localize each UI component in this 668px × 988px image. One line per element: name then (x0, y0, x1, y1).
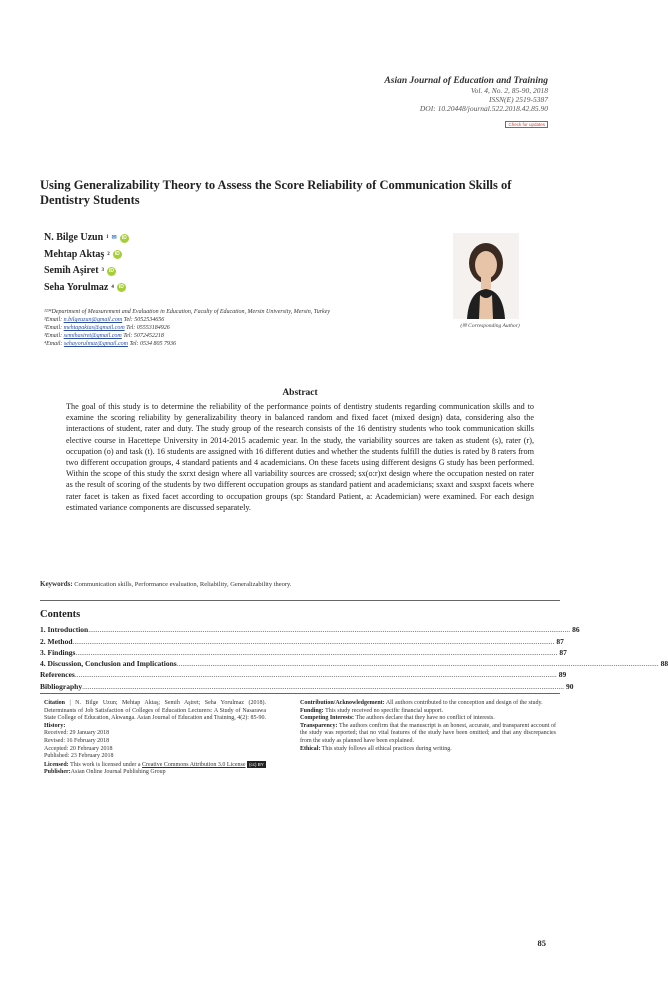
author-name: Seha Yorulmaz (44, 281, 109, 293)
toc-item[interactable]: 3. Findings ................................................................................................................................................................................................................................................................. 87 (40, 647, 567, 657)
paper-title: Using Generalizability Theory to Assess the Score Reliability of Communication Skills of Dentistry Students (40, 178, 512, 207)
author-item (44, 280, 129, 297)
competing-interests: Competing Interests: The authors declare that they have no conflict of interests. (300, 715, 495, 722)
email-link[interactable]: n.bilgeuzun@gmail.com (63, 317, 123, 323)
keywords-text: Communication skills, Performance evaluation, Reliability, Generalizability theory. (72, 581, 292, 588)
orcid-icon[interactable]: iD (121, 234, 127, 241)
history-published: Published: 23 February 2018 (44, 753, 114, 760)
meta-right-column (300, 700, 556, 753)
author-list (44, 230, 129, 296)
journal-name: Asian Journal of Education and Training (384, 76, 548, 86)
contribution: Contribution/Acknowledgement: All authors contributed to the conception and design of the study. (300, 700, 543, 706)
license-link[interactable]: Creative Commons Attribution 3.0 License (142, 761, 246, 768)
author-sup: 3 (101, 268, 105, 273)
email-link[interactable]: semihasiret@gmail.com (63, 333, 122, 339)
author-name: Semih Aşiret (44, 265, 99, 276)
orcid-icon[interactable]: iD (118, 284, 124, 291)
ethical: Ethical: This study follows all ethical practices during writing. (300, 745, 452, 752)
author-sup: 1 (106, 235, 109, 240)
toc-item[interactable]: Bibliography ................................................................................................................................................................................................................................................................. 90 (40, 681, 574, 691)
abstract-text: The goal of this study is to determine the reliability of the performance points of dentistry students regarding communication skills and to examine the scoring reliability by generalizability theory in balanced random and fixed facet (mixed design) data, considering also the interactions of student, rater and duty. The study group of the research consists of the 16 dentistry students who took communication skills elective course in Hacettepe University in 2014-2015 academic year. In the study, the variability sources are taken as student (s), rater (r), occupation (o) and task (t). 16 students are assigned with 16 different duties and whether the students fulfill the duties is rated by 8 raters from two different occupation groups, 4 standard patients and 4 academicians. On these facets using different designs G study has been performed. Within the scope of this study the sxrxt design where all variability sources are crossed; sx(o:r)xt design where the occupation nested on rater as the result of scoring of the students by two different occupation groups as standard patient and academicians; sxaxt and sxspxt facets where rater facet is taken as fixed facet according to occupation groups (sp: Standard Patient, a: Academician) were examined. For each design estimated variance components are discussed separately. (66, 402, 534, 512)
toc-item[interactable]: 1. Introduction ................................................................................................................................................................................................................................................................. 86 (40, 625, 580, 635)
funding: Funding: This study received no specific financial support. (300, 707, 444, 714)
email-link[interactable]: sehayorulmaz@gmail.com (63, 341, 128, 347)
email-link[interactable]: mehtapaktas@gmail.com (63, 325, 125, 331)
journal-issn: ISSN(E) 2519-5387 (489, 95, 548, 104)
history-received: Received: 29 January 2018 (44, 730, 110, 737)
table-of-contents (40, 623, 668, 691)
email-line: ¹Email: n.bilgeuzun@gmail.com Tel: 5052534656 (44, 317, 165, 323)
email-line: ²Email: mehtapaktas@gmail.com Tel: 05553184926 (44, 325, 170, 331)
keywords (40, 580, 560, 588)
affiliation-text: ¹²³⁴Department of Measurement and Evaluation in Education, Faculty of Education, Mersin University, Mersin, Turkey (44, 309, 331, 315)
toc-item[interactable]: References ................................................................................................................................................................................................................................................................. 89 (40, 670, 567, 680)
license: Licensed: This work is licensed under a Creative Commons Attribution 3.0 License (cc) BY (44, 761, 264, 768)
orcid-icon[interactable]: iD (109, 267, 115, 274)
mail-icon[interactable]: ✉ (111, 235, 117, 241)
abstract-heading: Abstract (282, 388, 318, 398)
citation: Citation | N. Bilge Uzun; Mehtap Aktaş; Semih Aşiret; Seha Yorulmaz (2018). Determinants of Job Satisfaction of Colleges of Education Lecturers: A Study of Nasarawa State College of Education, Akwanga. Asian Journal of Education and Training, 4(2): 85-90. (44, 700, 266, 722)
affiliation-block (44, 308, 384, 348)
toc-item[interactable]: 4. Discussion, Conclusion and Implications ................................................................................................................................................................................................................................................................. 88 (40, 659, 668, 669)
meta-left-column (44, 700, 266, 777)
email-line: ⁴Email: sehayorulmaz@gmail.com Tel: 0534 805 7936 (44, 341, 177, 347)
author-item (44, 263, 129, 280)
publisher: Publisher:Asian Online Journal Publishing Group (44, 769, 166, 776)
cc-by-badge[interactable]: (cc) BY (249, 761, 264, 767)
page-number: 85 (537, 938, 546, 948)
history-label: History: (44, 722, 66, 729)
author-sup: 4 (111, 284, 114, 290)
history-revised: Revised: 16 February 2018 (44, 737, 110, 744)
author-item (44, 247, 129, 264)
contents-heading: Contents (40, 609, 81, 620)
author-photo (453, 233, 519, 319)
author-sup: 2 (107, 251, 110, 257)
orcid-icon[interactable]: iD (114, 251, 120, 258)
history-accepted: Accepted: 20 February 2018 (44, 745, 113, 752)
check-updates-badge[interactable]: Check for updates (505, 121, 548, 128)
divider (40, 600, 560, 601)
divider (40, 693, 560, 694)
email-line: ³Email: semihasiret@gmail.com Tel: 5072452218 (44, 333, 164, 339)
journal-header (384, 76, 548, 131)
journal-volume: Vol. 4, No. 2, 85-90, 2018 (470, 86, 548, 95)
author-name: N. Bilge Uzun (44, 232, 104, 243)
keywords-label: Keywords: (40, 580, 73, 588)
photo-caption: (✉ Corresponding Author) (460, 323, 520, 329)
author-name: Mehtap Aktaş (44, 248, 105, 260)
toc-item[interactable]: 2. Method ................................................................................................................................................................................................................................................................. 87 (40, 636, 564, 646)
transparency: Transparency: The authors confirm that the manuscript is an honest, accurate, and transparent account of the study was reported; that no vital features of the study have been omitted; and that any discrepancies from the study as planned have been explained. (300, 722, 556, 744)
author-item (44, 230, 129, 247)
journal-doi[interactable]: DOI: 10.20448/journal.522.2018.42.85.90 (419, 104, 548, 113)
